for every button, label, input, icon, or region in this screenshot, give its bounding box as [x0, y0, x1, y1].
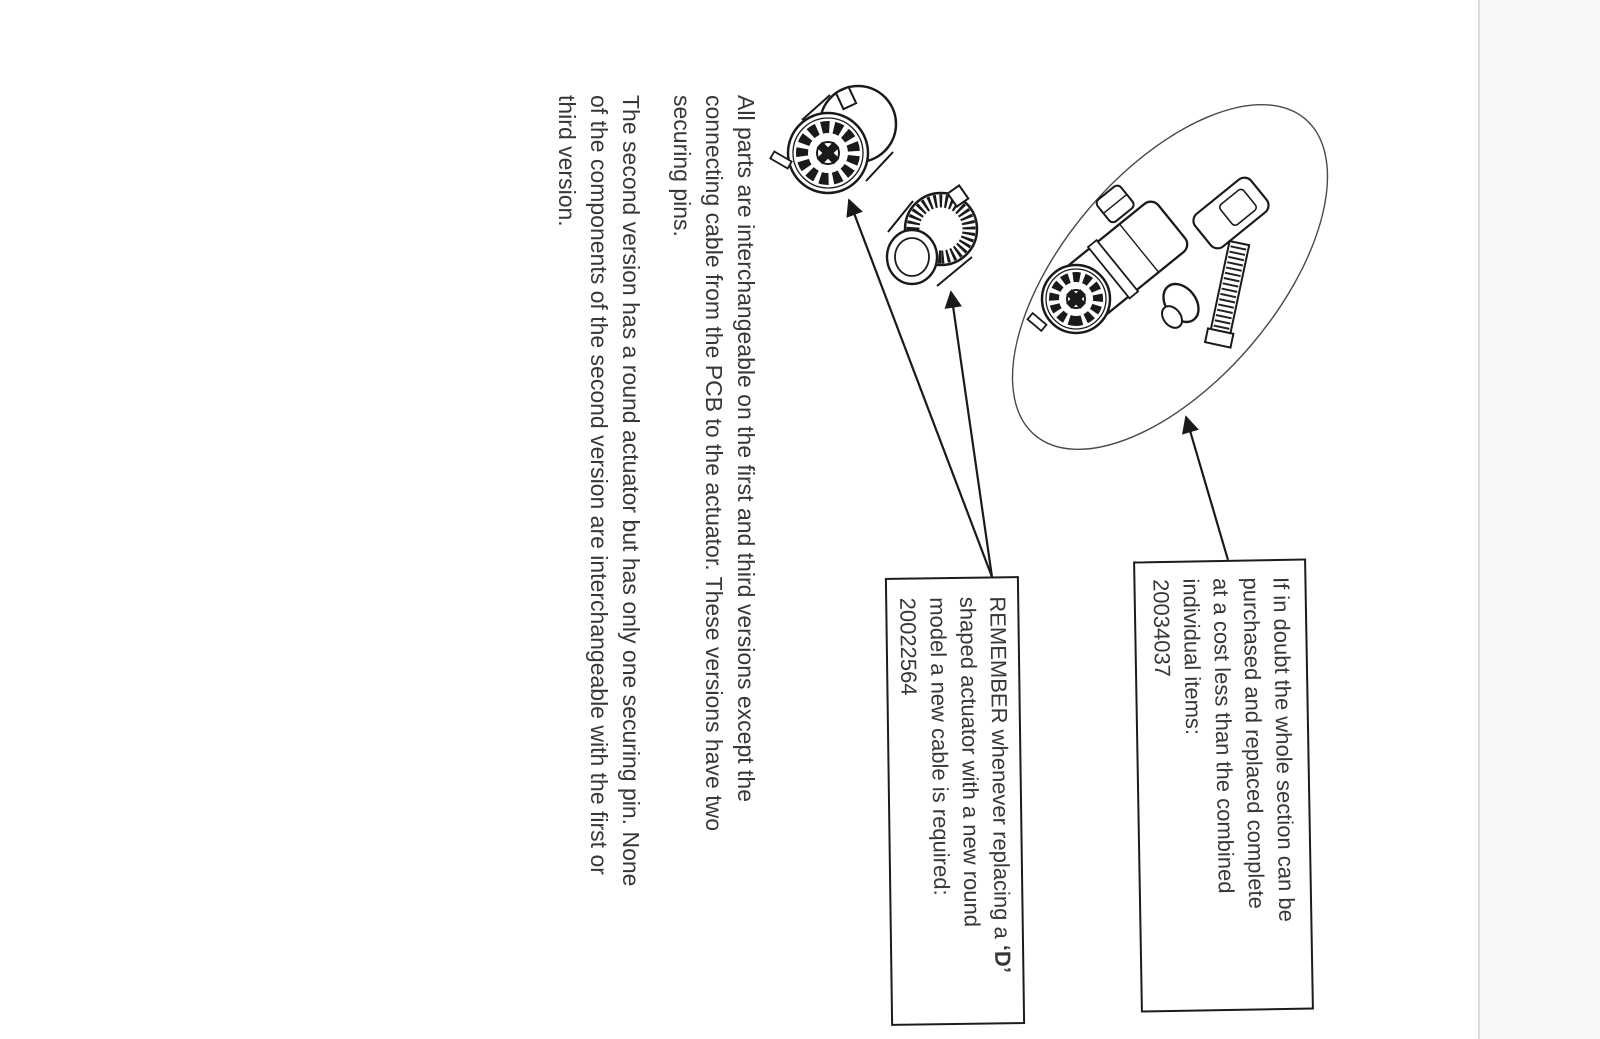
- text-line: model a new cable is required:: [925, 597, 955, 896]
- text-line: third version.: [554, 95, 580, 227]
- text-line: purchased and replaced complete: [1238, 577, 1270, 910]
- callout-doubt-box: [1133, 559, 1314, 1013]
- body-paragraph-2: [551, 95, 647, 886]
- callout-remember-box: [885, 576, 1025, 1026]
- actuator-assembly-drawing: [1028, 174, 1273, 347]
- text-line: The second version has a round actuator but has only one securing pin. None: [618, 95, 644, 887]
- viewer-background: [1478, 0, 1600, 1039]
- ellipse-highlight: [954, 50, 1386, 504]
- text-line: shaped actuator with a new round: [955, 596, 985, 928]
- text-line: individual items:: [1178, 578, 1207, 736]
- body-paragraph-1: [666, 95, 762, 831]
- text-line: If in doubt the whole section can be: [1268, 576, 1300, 923]
- cap-part-drawing: [887, 185, 977, 286]
- text-line: at a cost less than the combined: [1208, 577, 1239, 894]
- arrow-to-assembly: [1186, 417, 1228, 560]
- arrow-to-cap: [951, 292, 992, 577]
- text-line: securing pins.: [669, 95, 695, 237]
- text-line: of the components of the second version are interchangeable with the first or: [586, 95, 612, 875]
- text-line: REMEMBER whenever replacing a ‘D’: [985, 596, 1016, 974]
- part-number: 20022564: [895, 597, 922, 696]
- part-number: 20034037: [1148, 578, 1176, 678]
- text-line: All parts are interchangeable on the first and third versions except the: [733, 95, 759, 803]
- connector-part-drawing: [770, 86, 896, 193]
- text-line: connecting cable from the PCB to the actuator. These versions have two: [701, 95, 727, 831]
